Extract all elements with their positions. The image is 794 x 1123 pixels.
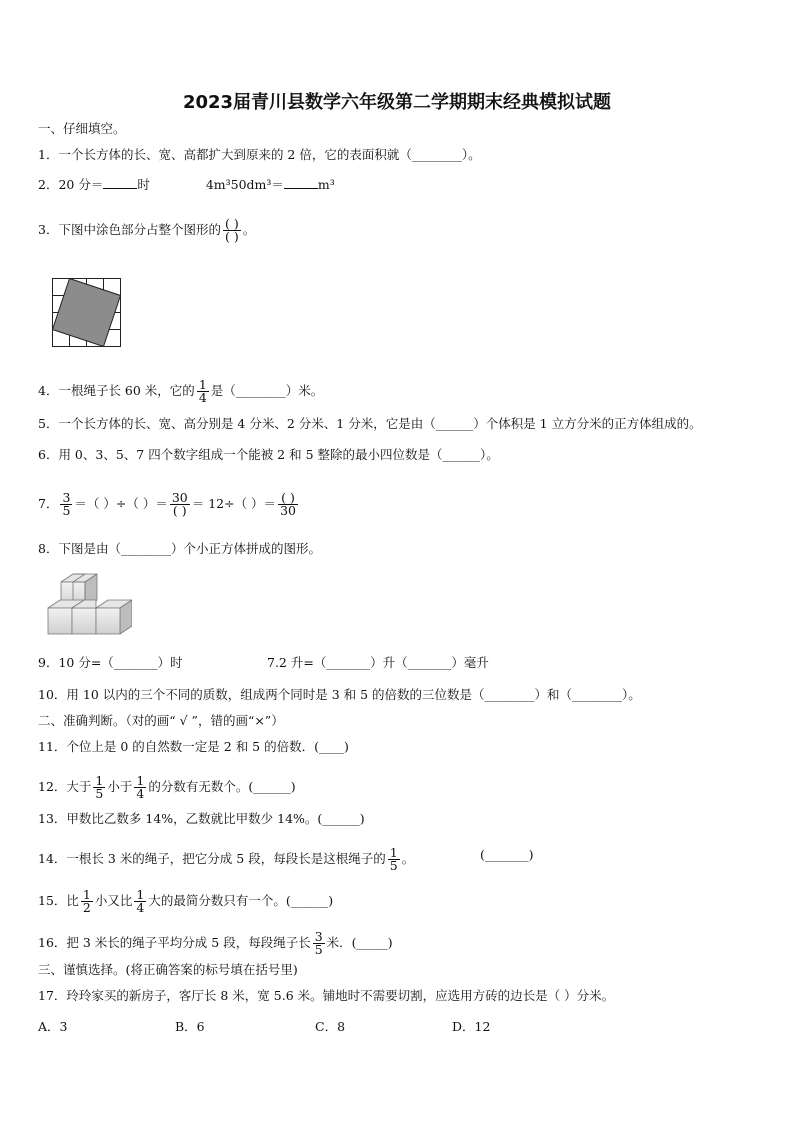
q15-text-a: 15．比	[38, 893, 79, 908]
q14-answer-blank[interactable]: (_______)	[480, 847, 534, 862]
q12-fraction-2-denominator: 4	[136, 786, 145, 801]
q7-fraction-1-denominator: 5	[62, 503, 71, 518]
question-17: 17．玲玲家买的新房子，客厅长 8 米，宽 5.6 米。铺地时不需要切割，应选用方砖的边长是（ ）分米。	[38, 988, 615, 1003]
question-11: 11．个位上是 0 的自然数一定是 2 和 5 的倍数．(____)	[38, 739, 349, 754]
question-9	[38, 655, 489, 671]
q9-part-a: 9．10 分=（_______）时	[38, 655, 183, 670]
q14-numerator: 1	[389, 845, 398, 860]
q7-fraction-3	[278, 492, 298, 517]
q7-fraction-3-numerator[interactable]: ( )	[278, 492, 298, 505]
q3-end: 。	[242, 222, 256, 237]
q16-text-b: 米．(_____)	[326, 935, 393, 950]
q7-fraction-2-numerator: 30	[171, 490, 188, 505]
question-13: 13．甲数比乙数多 14%，乙数就比甲数少 14%。(______)	[38, 811, 365, 826]
q3-fraction	[223, 218, 241, 243]
question-8: 8．下图是由（________）个小正方体拼成的图形。	[38, 541, 321, 556]
question-3	[38, 218, 255, 243]
question-16	[38, 931, 393, 956]
q15-fraction-2-denominator: 4	[136, 900, 145, 915]
q15-fraction-1	[81, 889, 93, 914]
q15-fraction-1-denominator: 2	[82, 900, 91, 915]
q7-fraction-1	[60, 492, 72, 517]
q16-fraction	[313, 931, 325, 956]
q16-text-a: 16．把 3 米长的绳子平均分成 5 段，每段绳子长	[38, 935, 311, 950]
q16-numerator: 3	[314, 929, 323, 944]
q15-text-b: 小又比	[94, 893, 133, 908]
shaded-square-grid-figure	[52, 278, 122, 348]
q12-fraction-1	[93, 775, 105, 800]
q2-text-c: 4m³50dm³＝	[205, 177, 284, 192]
q15-fraction-2-numerator: 1	[136, 887, 145, 902]
question-15	[38, 889, 333, 914]
q14-text-a: 14．一根长 3 米的绳子，把它分成 5 段，每段长是这根绳子的	[38, 851, 386, 866]
q4-text-b: 是（________）米。	[210, 383, 324, 398]
q12-text-c: 的分数有无数个。(______)	[148, 779, 296, 794]
question-12	[38, 775, 296, 800]
page-title: 2023届青川县数学六年级第二学期期末经典模拟试题	[182, 92, 612, 113]
q14-fraction	[388, 847, 400, 872]
question-4	[38, 379, 323, 404]
q15-fraction-2	[134, 889, 146, 914]
q7-fraction-2	[170, 492, 190, 517]
q2-blank-1[interactable]	[103, 188, 137, 189]
option-c[interactable]: C．8	[315, 1019, 346, 1034]
q4-text-a: 4．一根绳子长 60 米，它的	[38, 383, 195, 398]
q3-denominator[interactable]: ( )	[224, 229, 239, 244]
q7-fraction-1-numerator: 3	[62, 490, 71, 505]
question-2	[38, 177, 335, 193]
option-d[interactable]: D．12	[452, 1019, 491, 1034]
q2-text-b: 时	[137, 177, 150, 192]
section-heading-1: 一、仔细填空。	[38, 121, 126, 136]
question-1: 1．一个长方体的长、宽、高都扩大到原来的 2 倍，它的表面积就（________）。	[38, 147, 481, 162]
q12-text-a: 12．大于	[38, 779, 92, 794]
q2-text-d: m³	[317, 177, 335, 192]
q3-text: 3．下图中涂色部分占整个图形的	[38, 222, 221, 237]
section-heading-2: 二、准确判断。（对的画“ √ ”，错的画“×”）	[38, 713, 284, 728]
q14-text-b: 。	[401, 851, 415, 866]
q15-fraction-1-numerator: 1	[82, 887, 91, 902]
q12-fraction-1-numerator: 1	[95, 773, 104, 788]
q15-text-c: 大的最简分数只有一个。(______)	[148, 893, 334, 908]
q12-fraction-2	[134, 775, 146, 800]
q12-fraction-1-denominator: 5	[95, 786, 104, 801]
q4-fraction	[197, 379, 209, 404]
q2-blank-2[interactable]	[284, 188, 318, 189]
q7-fraction-3-denominator: 30	[280, 503, 296, 518]
q7-number: 7．	[38, 496, 59, 511]
q12-fraction-2-numerator: 1	[136, 773, 145, 788]
q4-numerator: 1	[198, 377, 207, 392]
option-a[interactable]: A．3	[38, 1019, 68, 1034]
option-b[interactable]: B．6	[175, 1019, 205, 1034]
section-heading-3: 三、谨慎选择。(将正确答案的标号填在括号里)	[38, 962, 298, 977]
q7-fraction-2-denominator[interactable]: ( )	[172, 503, 187, 518]
q2-text-a: 2．20 分＝	[38, 177, 104, 192]
q16-denominator: 5	[314, 942, 323, 957]
q3-numerator[interactable]: ( )	[224, 216, 239, 231]
cubes-figure	[42, 572, 132, 636]
q14-denominator: 5	[389, 858, 398, 873]
question-6: 6．用 0、3、5、7 四个数字组成一个能被 2 和 5 整除的最小四位数是（______）。	[38, 447, 499, 462]
question-5: 5．一个长方体的长、宽、高分别是 4 分米、2 分米、1 分米，它是由（______）个体积是 1 立方分米的正方体组成的。	[38, 416, 702, 431]
q9-part-b: 7.2 升=（_______）升（_______）毫升	[267, 655, 489, 670]
question-7	[38, 492, 300, 517]
q7-text-b: ＝（ ）÷（ ）＝	[74, 496, 168, 511]
q12-text-b: 小于	[107, 779, 133, 794]
q7-text-c: ＝ 12÷（ ）＝	[191, 496, 277, 511]
question-14	[38, 845, 534, 873]
question-10: 10．用 10 以内的三个不同的质数，组成两个同时是 3 和 5 的倍数的三位数是（________）和（________）。	[38, 687, 641, 702]
q4-denominator: 4	[198, 390, 207, 405]
